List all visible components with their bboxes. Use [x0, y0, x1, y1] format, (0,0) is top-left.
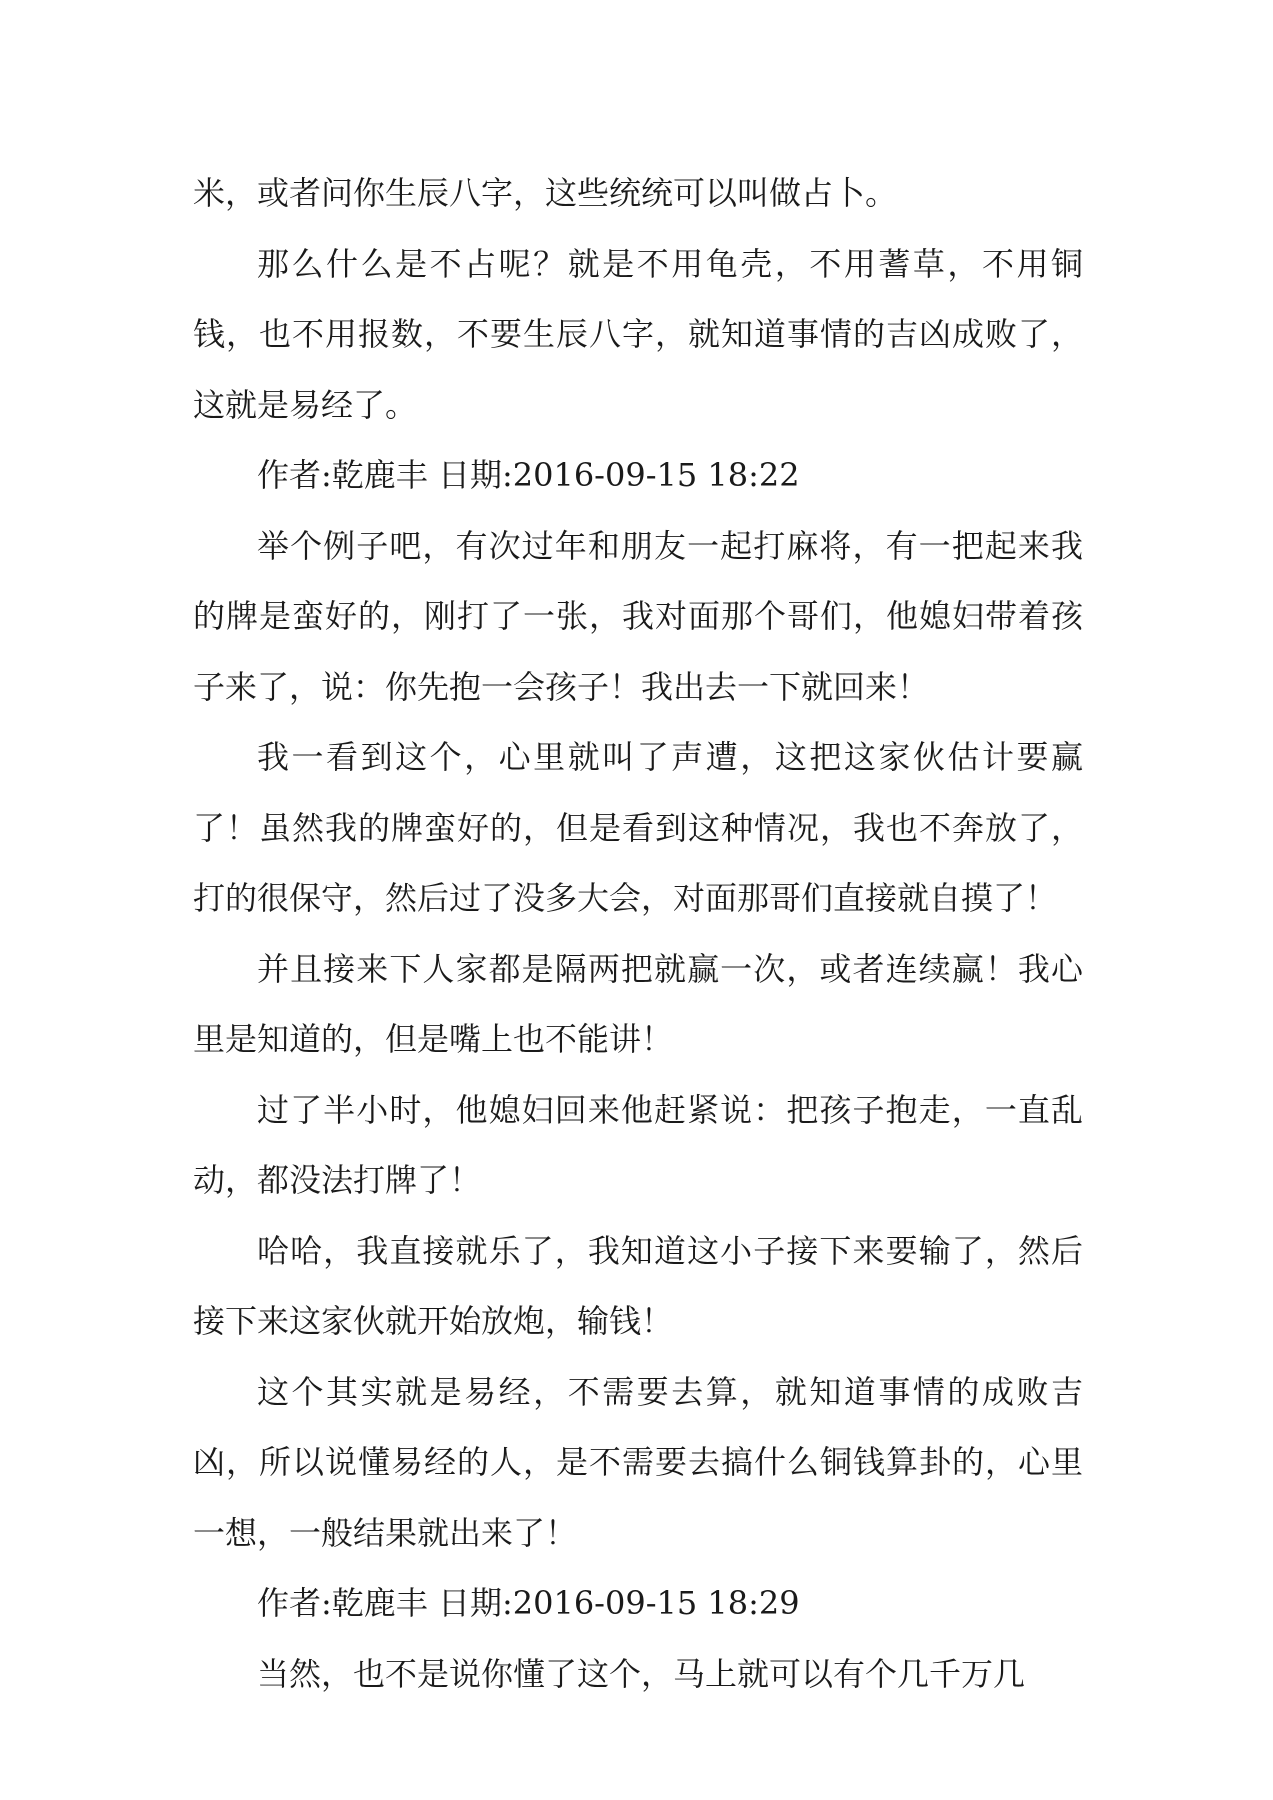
paragraph-continuation: 米，或者问你生辰八字，这些统统可以叫做占卜。	[193, 174, 898, 212]
paragraph: 我一看到这个，心里就叫了声遭，这把这家伙估计要赢了！虽然我的牌蛮好的，但是看到这种情况，我也不奔放了，打的很保守，然后过了没多大会，对面那哥们直接就自摸了！	[193, 738, 1083, 917]
paragraph: 这个其实就是易经，不需要去算，就知道事情的成败吉凶，所以说懂易经的人，是不需要去搞什么铜钱算卦的，心里一想，一般结果就出来了！	[193, 1372, 1083, 1552]
paragraph: 过了半小时，他媳妇回来他赶紧说：把孩子抱走，一直乱动，都没法打牌了！	[193, 1090, 1083, 1199]
paragraph: 哈哈，我直接就乐了，我知道这小子接下来要输了，然后接下来这家伙就开始放炮，输钱！	[193, 1231, 1083, 1340]
article-body	[193, 158, 1083, 1709]
paragraph: 那么什么是不占呢？就是不用龟壳，不用蓍草，不用铜钱，也不用报数，不要生辰八字，就知道事情的吉凶成败了，这就是易经了。	[193, 244, 1083, 424]
post-meta-author-date: 作者:乾鹿丰 日期:2016-09-15 18:29	[257, 1584, 800, 1622]
post-meta-author-date: 作者:乾鹿丰 日期:2016-09-15 18:22	[257, 456, 800, 494]
paragraph: 举个例子吧，有次过年和朋友一起打麻将，有一把起来我的牌是蛮好的，刚打了一张，我对面那个哥们，他媳妇带着孩子来了，说：你先抱一会孩子！我出去一下就回来！	[193, 526, 1083, 706]
paragraph: 当然，也不是说你懂了这个，马上就可以有个几千万几	[257, 1654, 1026, 1693]
paragraph: 并且接来下人家都是隔两把就赢一次，或者连续赢！我心里是知道的，但是嘴上也不能讲！	[193, 949, 1083, 1058]
